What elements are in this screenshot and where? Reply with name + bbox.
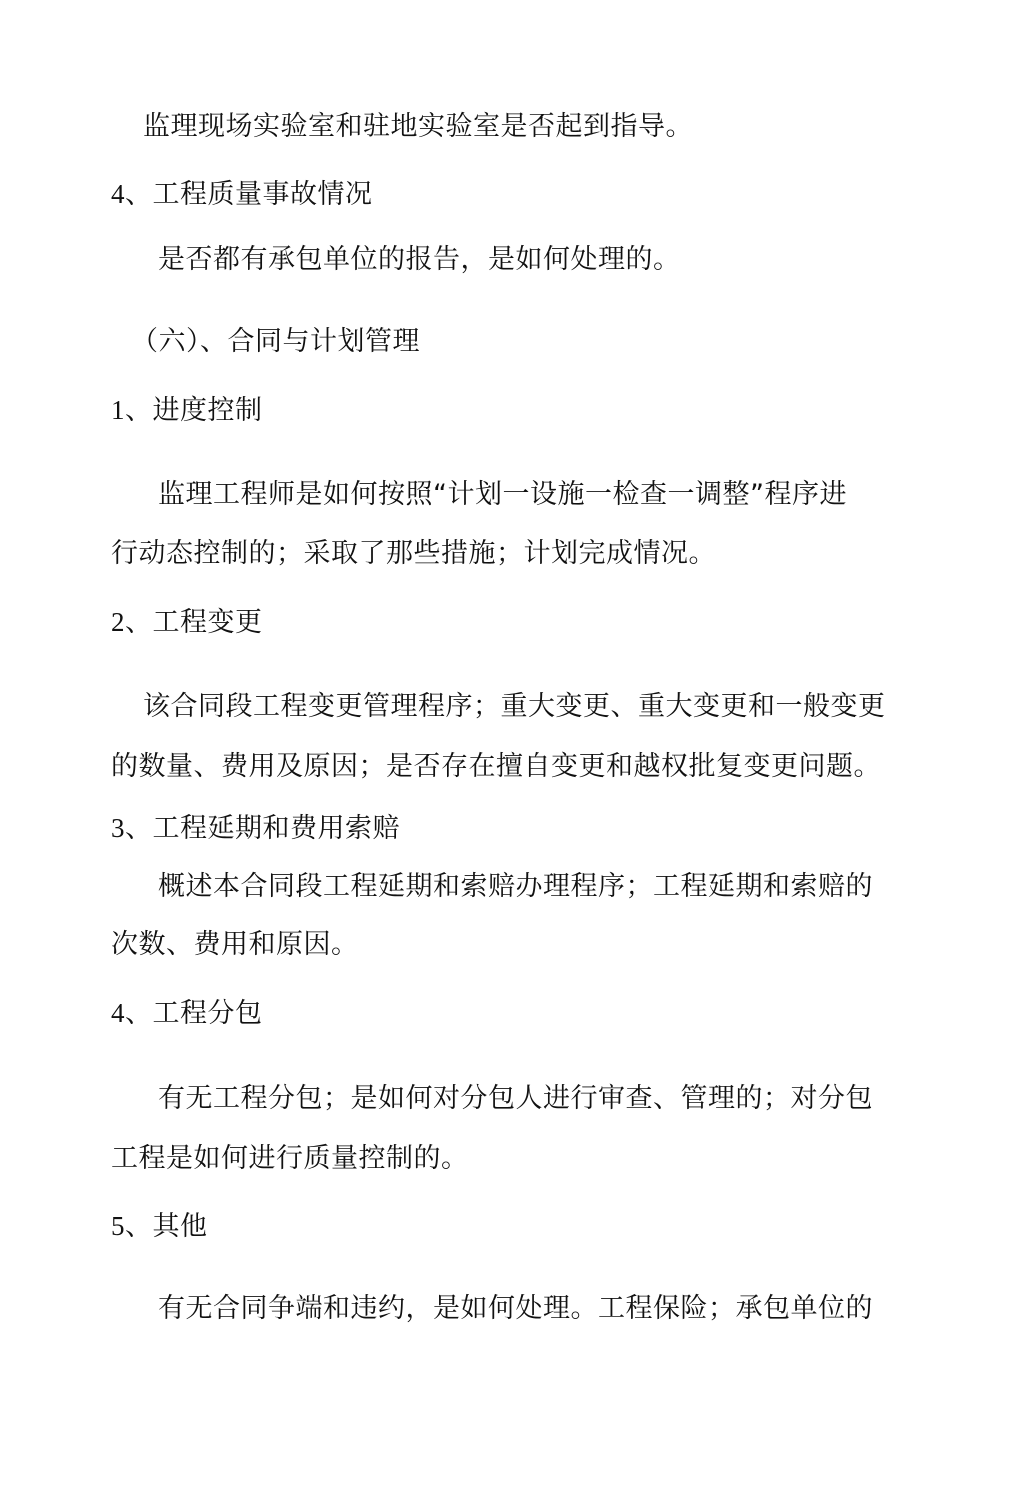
paragraph-other-line-1: 有无合同争端和违约，是如何处理。工程保险；承包单位的: [158, 1293, 873, 1324]
paragraph-change-line-1: 该合同段工程变更管理程序；重大变更、重大变更和一般变更: [143, 691, 886, 722]
paragraph-change-line-2: 的数量、费用及原因；是否存在擅自变更和越权批复变更问题。: [111, 751, 881, 782]
paragraph-lab-guidance: 监理现场实验室和驻地实验室是否起到指导。: [143, 111, 693, 142]
paragraph-subcontract-line-2: 工程是如何进行质量控制的。: [111, 1143, 469, 1174]
heading-quality-accidents: 4、工程质量事故情况: [111, 179, 373, 209]
heading-subcontracting: 4、工程分包: [111, 998, 263, 1028]
heading-schedule-control: 1、进度控制: [111, 395, 263, 425]
paragraph-accident-report: 是否都有承包单位的报告，是如何处理的。: [158, 244, 681, 275]
paragraph-schedule-line-2: 行动态控制的；采取了那些措施；计划完成情况。: [111, 538, 716, 569]
heading-delay-claims: 3、工程延期和费用索赔: [111, 813, 400, 843]
paragraph-claims-line-1: 概述本合同段工程延期和索赔办理程序；工程延期和索赔的: [158, 871, 873, 902]
paragraph-schedule-line-1: 监理工程师是如何按照“计划一设施一检查一调整”程序进: [158, 479, 847, 510]
paragraph-claims-line-2: 次数、费用和原因。: [111, 929, 359, 960]
paragraph-subcontract-line-1: 有无工程分包；是如何对分包人进行审查、管理的；对分包: [158, 1083, 873, 1114]
heading-other: 5、其他: [111, 1211, 208, 1241]
heading-engineering-change: 2、工程变更: [111, 607, 263, 637]
section-heading-contract-plan: （六）、合同与计划管理: [131, 326, 420, 357]
